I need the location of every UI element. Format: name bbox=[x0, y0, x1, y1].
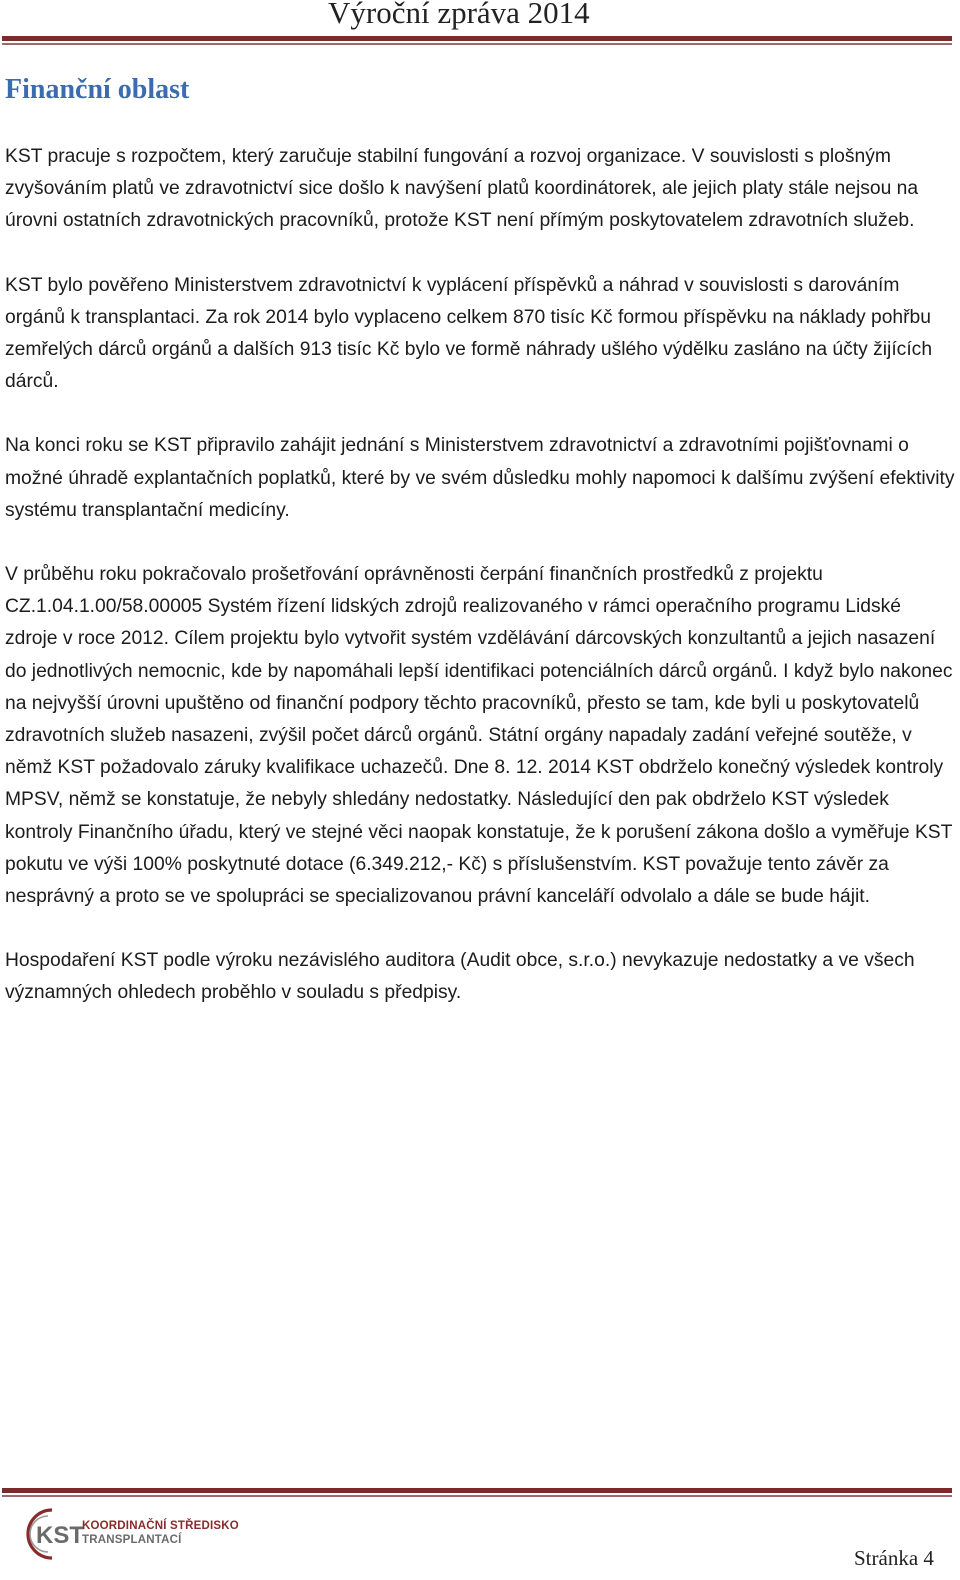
paragraph-budget: KST pracuje s rozpočtem, který zaručuje stabilní fungování a rozvoj organizace. V souvislosti s plošným zvyšováním platů ve zdravotnictví sice došlo k navýšení platů koordinátorek, ale jejich platy stále nejsou na úrovni ostatních zdravotnických pracovníků, protože KST není přímým poskytovatelem zdravotních služeb. bbox=[5, 146, 919, 232]
page-number: Stránka 4 bbox=[854, 1546, 934, 1570]
logo-line-1: KOORDINAČNÍ STŘEDISKO bbox=[82, 1520, 239, 1532]
paragraph-project-investigation: V průběhu roku pokračovalo prošetřování oprávněnosti čerpání finančních prostředků z projektu CZ.1.04.1.00/58.00005 Systém řízení lidských zdrojů realizovaného v rámci operačního programu Lidské zdroje v roce 2012. Cílem projektu bylo vytvořit systém vzdělávání dárcovských konzultantů a jejich nasazení do jednotlivých nemocnic, kde by napomáhali lepší identifikaci potenciálních dárců orgánů. I když bylo nakonec na nejvyšší úrovni upuštěno od finanční podpory těchto pracovníků, přesto se tam, kde byli u poskytovatelů zdravotních služeb nasazeni, zvýšil počet dárců orgánů. Státní orgány napadaly zadání veřejné soutěže, v němž KST požadovalo záruky kvalifikace uchazečů. Dne 8. 12. 2014 KST obdrželo konečný výsledek kontroly MPSV, němž se konstatuje, že nebyly shledány nedostatky. Následující den pak obdrželo KST výsledek kontroly Finančního úřadu, který ve stejné věci naopak konstatuje, že k porušení zákona došlo a vyměřuje KST pokutu ve výši 100% poskytnuté dotace (6.349.212,- Kč) s příslušenstvím. KST považuje tento závěr za nesprávný a proto se ve spolupráci se specializovanou právní kanceláří odvolalo a dále se bude hájit. bbox=[5, 564, 953, 908]
footer-rule-thick bbox=[2, 1488, 952, 1493]
section-heading: Finanční oblast bbox=[5, 74, 190, 105]
document-body bbox=[5, 141, 955, 1042]
paragraph-audit: Hospodaření KST podle výroku nezávislého auditora (Audit obce, s.r.o.) nevykazuje nedostatky a ve všech významných ohledech proběhlo v souladu s předpisy. bbox=[5, 950, 915, 1004]
document-title: Výroční zpráva 2014 bbox=[328, 0, 590, 30]
paragraph-donor-compensation: KST bylo pověřeno Ministerstvem zdravotnictví k vyplácení příspěvků a náhrad v souvislosti s darováním orgánů k transplantaci. Za rok 2014 bylo vyplaceno celkem 870 tisíc Kč formou příspěvku na náklady pohřbu zemřelých dárců orgánů a dalších 913 tisíc Kč bylo ve formě náhrady ušlého výdělku zasláno na účty žijících dárců. bbox=[5, 274, 933, 393]
header-rule-thick bbox=[2, 36, 952, 41]
header-rule-thin bbox=[2, 43, 952, 45]
kst-logo-mark: KST bbox=[36, 1522, 84, 1549]
paragraph-insurance-negotiation: Na konci roku se KST připravilo zahájit jednání s Ministerstvem zdravotnictví a zdravotními pojišťovnami o možné úhradě explantačních poplatků, které by ve svém důsledku mohly napomoci k dalšímu zvýšení efektivity systému transplantační medicíny. bbox=[5, 435, 955, 521]
logo-line-2: TRANSPLANTACÍ bbox=[82, 1534, 182, 1546]
logo-text bbox=[82, 1519, 239, 1547]
footer-rule-thin bbox=[2, 1495, 952, 1497]
